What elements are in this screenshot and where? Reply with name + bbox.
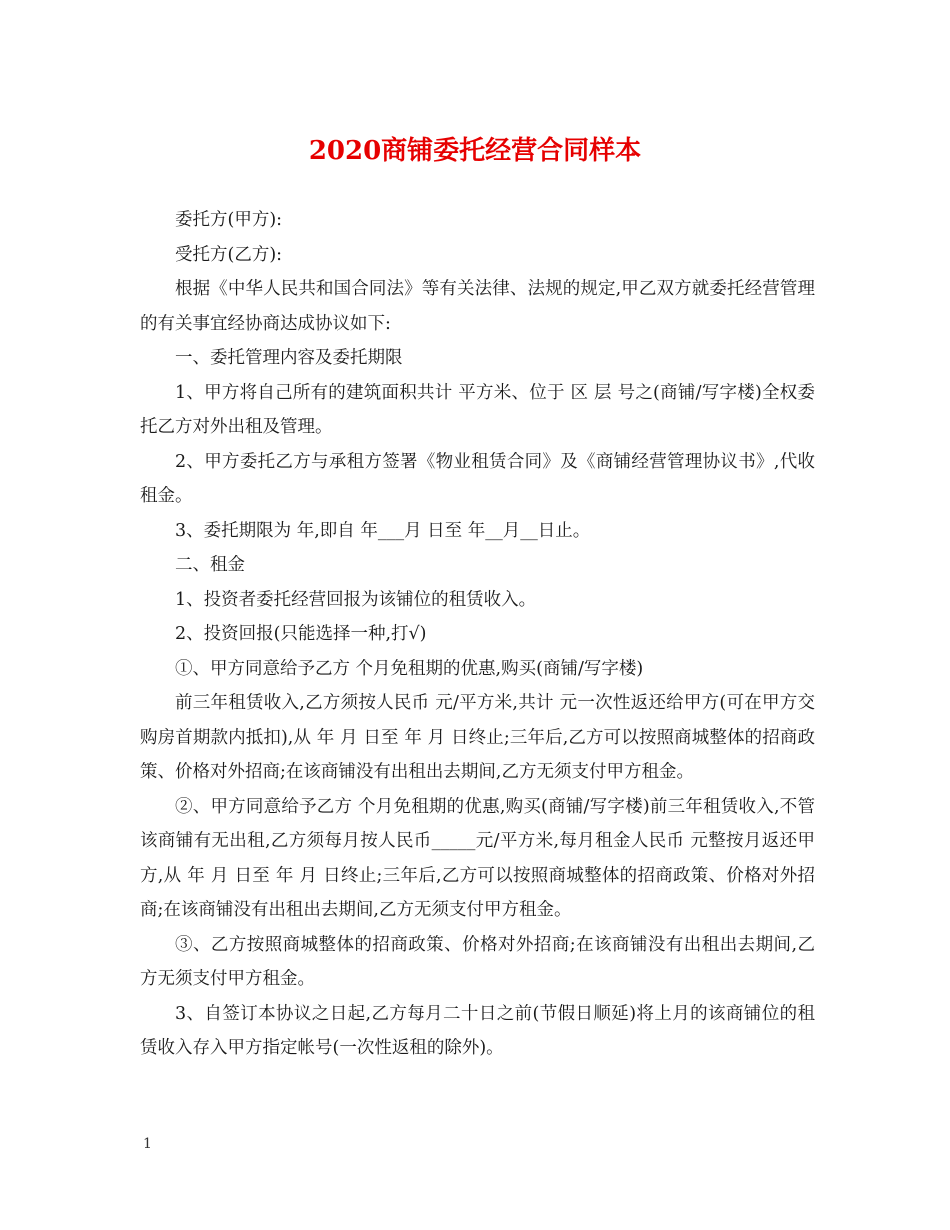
option-1: ①、甲方同意给予乙方 个月免租期的优惠,购买(商铺/写字楼): [175, 658, 644, 679]
document-body: [140, 203, 815, 1066]
option-3: ③、乙方按照商城整体的招商政策、价格对外招商;在该商铺没有出租出去期间,乙方无须支付甲方租金。: [140, 934, 815, 989]
section-heading-1: 一、委托管理内容及委托期限: [175, 348, 403, 368]
section-heading-2: 二、租金: [175, 555, 245, 575]
paragraph-preamble: 根据《中华人民共和国合同法》等有关法律、法规的规定,甲乙双方就委托经营管理的有关事宜经协商达成协议如下:: [140, 279, 815, 334]
page-number: 1: [143, 1136, 152, 1152]
document-title: 2020商铺委托经营合同样本: [308, 136, 642, 166]
paragraph-trustee: 受托方(乙方):: [175, 244, 283, 265]
clause-2-2: 2、投资回报(只能选择一种,打√): [175, 624, 427, 644]
paragraph-client: 委托方(甲方):: [175, 210, 283, 230]
clause-2-1: 1、投资者委托经营回报为该铺位的租赁收入。: [175, 589, 537, 610]
clause-1-2: 2、甲方委托乙方与承租方签署《物业租赁合同》及《商铺经营管理协议书》,代收租金。: [140, 451, 815, 506]
clause-2-3: 3、自签订本协议之日起,乙方每月二十日之前(节假日顺延)将上月的该商铺位的租赁收入存入甲方指定帐号(一次性返租的除外)。: [140, 1003, 815, 1058]
option-2: ②、甲方同意给予乙方 个月免租期的优惠,购买(商铺/写字楼)前三年租赁收入,不管该商铺有无出租,乙方须每月按人民币_____元/平方米,每月租金人民币 元整按月返还甲方,从 年 月 日至 年 月 日终止;三年后,乙方可以按照商城整体的招商政策、价格对外招商;在该商铺没有出租出去期间,乙方无须支付甲方租金。: [140, 796, 815, 920]
clause-1-1: 1、甲方将自己所有的建筑面积共计 平方米、位于 区 层 号之(商铺/写字楼)全权委托乙方对外出租及管理。: [140, 382, 815, 437]
clause-1-3: 3、委托期限为 年,即自 年___月 日至 年__月__日止。: [175, 520, 591, 541]
option-1-detail: 前三年租赁收入,乙方须按人民币 元/平方米,共计 元一次性返还给甲方(可在甲方交购房首期款内抵扣),从 年 月 日至 年 月 日终止;三年后,乙方可以按照商城整体的招商政策、价格对外招商;在该商铺没有出租出去期间,乙方无须支付甲方租金。: [140, 693, 815, 782]
